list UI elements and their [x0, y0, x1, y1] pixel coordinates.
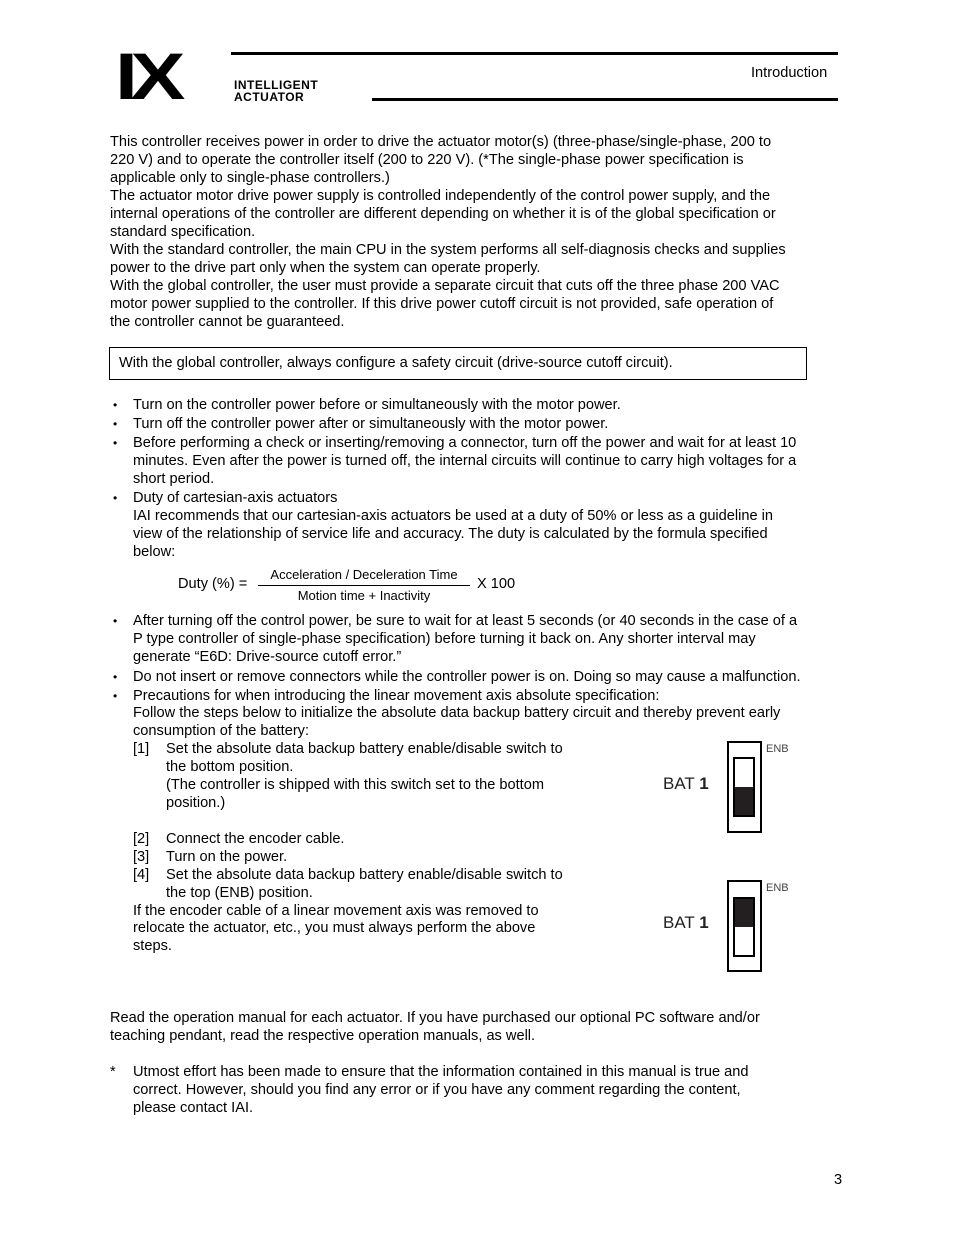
step-number: [2]: [133, 831, 150, 847]
logo-line2: ACTUATOR: [234, 90, 305, 104]
text-line: steps.: [133, 938, 172, 954]
text-line: With the standard controller, the main CPU in the system performs all self-diagnosis checks and supplies: [110, 242, 786, 258]
list-item-line: below:: [133, 544, 176, 560]
step-number: [3]: [133, 849, 150, 865]
list-item-line: minutes. Even after the power is turned off, the internal circuits will continue to carry high voltages for a: [133, 453, 797, 469]
section-title: Introduction: [751, 65, 828, 81]
note-line: Utmost effort has been made to ensure that the information contained in this manual is true and: [133, 1064, 749, 1080]
formula-rhs: X 100: [477, 576, 516, 592]
notice-box: [109, 347, 807, 380]
step-text: the bottom position.: [166, 759, 294, 775]
step-number: [4]: [133, 867, 150, 883]
formula-denominator: Motion time + Inactivity: [297, 588, 431, 603]
list-item: After turning off the control power, be sure to wait for at least 5 seconds (or 40 seconds in the case of a: [133, 613, 798, 629]
switch-knob: [735, 787, 753, 815]
step-text: position.): [166, 795, 226, 811]
text-line: Read the operation manual for each actuator. If you have purchased our optional PC software and/or: [110, 1010, 760, 1026]
list-item: Duty of cartesian-axis actuators: [133, 490, 338, 506]
text-line: the controller cannot be guaranteed.: [110, 314, 345, 330]
list-item-line: view of the relationship of service life and accuracy. The duty is calculated by the formula specified: [133, 526, 768, 542]
dip-switch-icon: [727, 741, 762, 833]
text-line: The actuator motor drive power supply is controlled independently of the control power supply, and the: [110, 188, 771, 204]
formula-lhs: Duty (%) =: [178, 576, 248, 592]
bat-label: [663, 774, 709, 794]
text-line: internal operations of the controller are different depending on whether it is of the global specification or: [110, 206, 776, 222]
text-line: power to the drive part only when the system can operate properly.: [110, 260, 541, 276]
page-number: 3: [834, 1172, 843, 1188]
step-text: Connect the encoder cable.: [166, 831, 345, 847]
switch-knob: [735, 899, 753, 927]
text-line: With the global controller, the user must provide a separate circuit that cuts off the three phase 200 VAC: [110, 278, 780, 294]
list-item: Turn off the controller power after or simultaneously with the motor power.: [133, 416, 609, 432]
formula-numerator: Acceleration / Deceleration Time: [270, 567, 458, 582]
step-text: Turn on the power.: [166, 849, 288, 865]
bat-text: BAT: [663, 774, 695, 793]
bat-label: [663, 913, 709, 933]
bat-text: BAT: [663, 913, 695, 932]
list-item-line: Follow the steps below to initialize the absolute data backup battery circuit and thereby prevent early: [133, 705, 781, 721]
list-item: Before performing a check or inserting/removing a connector, turn off the power and wait for at least 10: [133, 435, 797, 451]
bullet: •: [113, 436, 118, 450]
bullet: •: [113, 398, 118, 412]
enb-label: ENB: [766, 743, 789, 755]
bat-number: 1: [699, 913, 709, 932]
bullet: •: [113, 614, 118, 628]
list-item-line: P type controller of single-phase specification) before turning it back on. Any shorter interval may: [133, 631, 756, 647]
bullet: •: [113, 491, 118, 505]
text-line: motor power supplied to the controller. If this drive power cutoff circuit is not provided, safe operation of: [110, 296, 774, 312]
logo-line1: INTELLIGENT: [234, 78, 319, 92]
text-line: 220 V) and to operate the controller itself (200 to 220 V). (*The single-phase power specification is: [110, 152, 744, 168]
fraction-bar: [258, 585, 470, 586]
step-text: Set the absolute data backup battery enable/disable switch to: [166, 741, 563, 757]
note-line: please contact IAI.: [133, 1100, 254, 1116]
list-item: Precautions for when introducing the linear movement axis absolute specification:: [133, 688, 660, 704]
note-mark: *: [110, 1064, 116, 1080]
step-text: (The controller is shipped with this switch set to the bottom: [166, 777, 544, 793]
bullet: •: [113, 417, 118, 431]
list-item-line: IAI recommends that our cartesian-axis actuators be used at a duty of 50% or less as a guideline in: [133, 508, 774, 524]
logo-mark: IX: [115, 39, 178, 113]
dip-switch-icon: [727, 880, 762, 972]
step-text: the top (ENB) position.: [166, 885, 313, 901]
text-line: teaching pendant, read the respective operation manuals, as well.: [110, 1028, 536, 1044]
step-text: Set the absolute data backup battery enable/disable switch to: [166, 867, 563, 883]
header-rule-bottom: [372, 98, 838, 101]
bat-number: 1: [699, 774, 709, 793]
list-item: Do not insert or remove connectors while the controller power is on. Doing so may cause a malfunction.: [133, 669, 801, 685]
list-item-line: short period.: [133, 471, 215, 487]
notice-text: With the global controller, always configure a safety circuit (drive-source cutoff circuit).: [119, 355, 673, 371]
enb-label: ENB: [766, 882, 789, 894]
text-line: This controller receives power in order to drive the actuator motor(s) (three-phase/single-phase, 200 to: [110, 134, 772, 150]
text-line: standard specification.: [110, 224, 256, 240]
text-line: applicable only to single-phase controllers.): [110, 170, 390, 186]
text-line: If the encoder cable of a linear movement axis was removed to: [133, 903, 539, 919]
bullet: •: [113, 689, 118, 703]
list-item-line: generate “E6D: Drive-source cutoff error.”: [133, 649, 402, 665]
step-number: [1]: [133, 741, 150, 757]
list-item: Turn on the controller power before or simultaneously with the motor power.: [133, 397, 621, 413]
note-line: correct. However, should you find any error or if you have any comment regarding the content,: [133, 1082, 741, 1098]
list-item-line: consumption of the battery:: [133, 723, 310, 739]
text-line: relocate the actuator, etc., you must always perform the above: [133, 920, 536, 936]
bullet: •: [113, 670, 118, 684]
header-rule-top: [231, 52, 838, 55]
